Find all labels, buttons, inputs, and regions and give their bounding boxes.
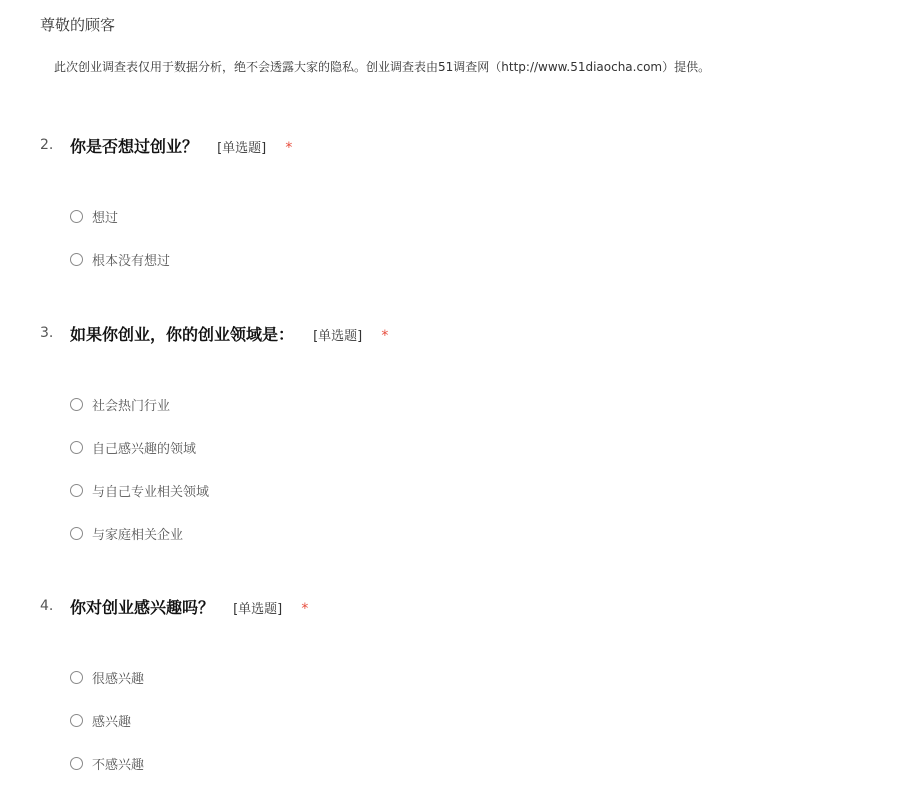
question-title-wrap (70, 595, 308, 618)
question-title: 你是否想过创业？ (70, 137, 199, 156)
question-title: 你对创业感兴趣吗？ (70, 598, 215, 617)
radio-button-icon[interactable] (70, 757, 83, 770)
radio-button-icon[interactable] (70, 441, 83, 454)
radio-button-icon[interactable] (70, 484, 83, 497)
option-radio[interactable] (70, 523, 183, 543)
question-type-tag: [单选题] (313, 329, 363, 344)
radio-button-icon[interactable] (70, 253, 83, 266)
question-type-tag: [单选题] (233, 602, 283, 617)
option-radio[interactable] (70, 753, 144, 773)
option-label[interactable]: 与自己专业相关领域 (92, 484, 210, 500)
radio-button-icon[interactable] (70, 671, 83, 684)
option-label[interactable]: 与家庭相关企业 (92, 527, 184, 543)
required-asterisk: * (285, 140, 293, 156)
option-radio[interactable] (70, 480, 209, 500)
option-label[interactable]: 根本没有想过 (92, 253, 171, 269)
option-radio[interactable] (70, 394, 170, 414)
required-asterisk: * (301, 601, 309, 617)
option-radio[interactable] (70, 437, 196, 457)
option-radio[interactable] (70, 206, 118, 226)
option-label[interactable]: 社会热门行业 (92, 398, 171, 414)
option-label[interactable]: 很感兴趣 (92, 671, 145, 687)
question-number: 2. (40, 137, 54, 153)
option-radio[interactable] (70, 710, 131, 730)
option-label[interactable]: 想过 (92, 210, 119, 226)
radio-button-icon[interactable] (70, 398, 83, 411)
greeting-text: 尊敬的顾客 (40, 16, 116, 34)
option-label[interactable]: 感兴趣 (92, 714, 132, 730)
option-label[interactable]: 不感兴趣 (92, 757, 145, 773)
option-label[interactable]: 自己感兴趣的领域 (92, 441, 197, 457)
option-radio[interactable] (70, 667, 144, 687)
option-radio[interactable] (70, 249, 170, 269)
question-title: 如果你创业，你的创业领域是： (70, 325, 295, 344)
question-title-wrap (70, 134, 292, 157)
required-asterisk: * (381, 328, 389, 344)
intro-text: 此次创业调查表仅用于数据分析，绝不会透露大家的隐私。创业调查表由51调查网（http://www.51diaocha.com）提供。 (54, 60, 711, 74)
radio-button-icon[interactable] (70, 714, 83, 727)
question-number: 4. (40, 598, 54, 614)
question-title-wrap (70, 322, 388, 345)
question-number: 3. (40, 325, 54, 341)
radio-button-icon[interactable] (70, 210, 83, 223)
question-type-tag: [单选题] (217, 141, 267, 156)
radio-button-icon[interactable] (70, 527, 83, 540)
